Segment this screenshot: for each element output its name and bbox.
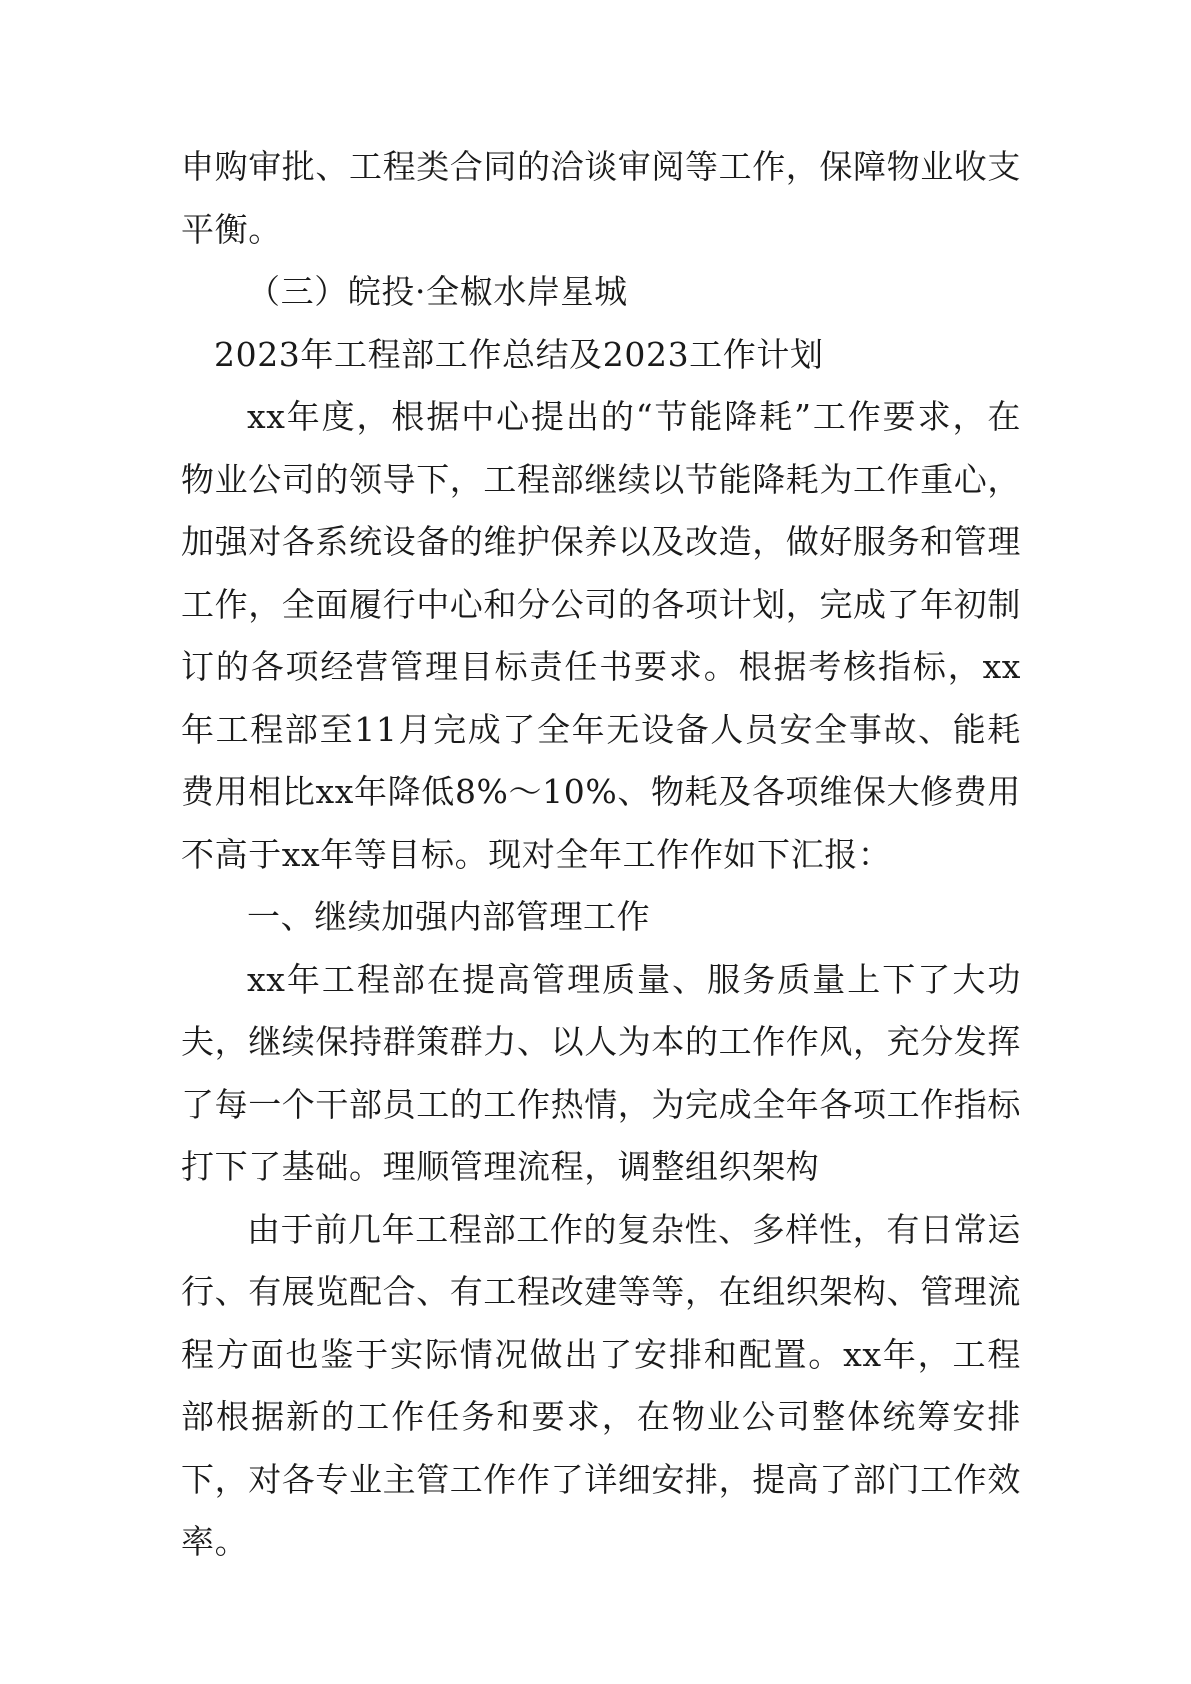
paragraph-continuation: 申购审批、工程类合同的洽谈审阅等工作，保障物业收支平衡。: [181, 147, 1021, 249]
paragraph-organization: 由于前几年工程部工作的复杂性、多样性，有日常运行、有展览配合、有工程改建等等，在组织架构、管理流程方面也鉴于实际情况做出了安排和配置。xx年，工程部根据新的工作任务和要求，在物业公司整体统筹安排下，对各专业主管工作作了详细安排，提高了部门工作效率。: [181, 1209, 1021, 1561]
document-title: 2023年工程部工作总结及2023工作计划: [214, 334, 824, 374]
section-heading: （三）皖投·全椒水岸星城: [247, 272, 628, 311]
subsection-heading: 一、继续加强内部管理工作: [247, 897, 651, 936]
document-body: [181, 136, 1021, 1574]
paragraph-intro: xx年度，根据中心提出的“节能降耗”工作要求，在物业公司的领导下，工程部继续以节能降耗为工作重心，加强对各系统设备的维护保养以及改造，做好服务和管理工作，全面履行中心和分公司的各项计划，完成了年初制订的各项经营管理目标责任书要求。根据考核指标，xx年工程部至11月完成了全年无设备人员安全事故、能耗费用相比xx年降低8%～10%、物耗及各项维保大修费用不高于xx年等目标。现对全年工作作如下汇报：: [181, 397, 1021, 874]
paragraph-management: xx年工程部在提高管理质量、服务质量上下了大功夫，继续保持群策群力、以人为本的工作作风，充分发挥了每一个干部员工的工作热情，为完成全年各项工作指标打下了基础。理顺管理流程，调整组织架构: [181, 959, 1021, 1186]
